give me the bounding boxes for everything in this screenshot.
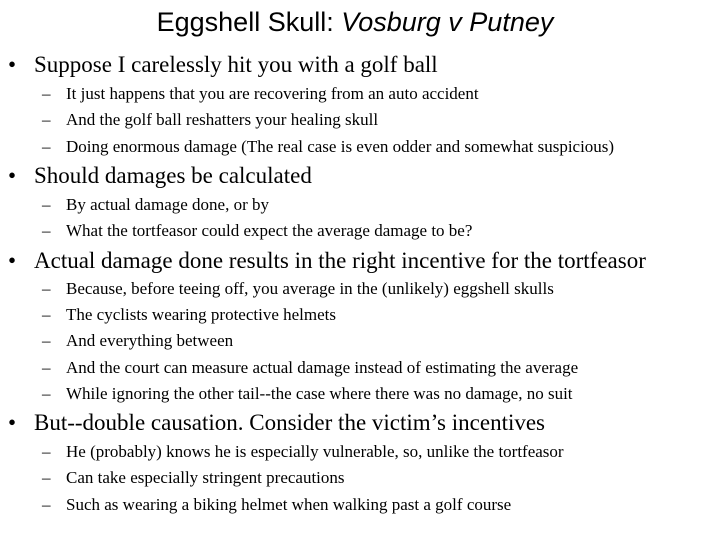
dash-marker: – — [42, 442, 51, 461]
dash-marker: – — [42, 110, 51, 129]
bullet-text: Actual damage done results in the right incentive for the tortfeasor — [34, 248, 646, 273]
dash-marker: – — [42, 279, 51, 298]
dash-marker: – — [42, 84, 51, 103]
sub-bullet-item — [42, 357, 578, 379]
sub-bullet-text: By actual damage done, or by — [66, 195, 269, 214]
bullet-text: Suppose I carelessly hit you with a golf ball — [34, 52, 438, 77]
bullet-item — [8, 409, 545, 437]
sub-bullet-text: Because, before teeing off, you average in the (unlikely) eggshell skulls — [66, 279, 554, 298]
sub-bullet-item — [42, 441, 564, 463]
bullet-marker: • — [8, 52, 17, 77]
bullet-marker: • — [8, 163, 17, 188]
sub-bullet-item — [42, 220, 472, 242]
bullet-text: But--double causation. Consider the victim’s incentives — [34, 410, 546, 435]
dash-marker: – — [42, 305, 51, 324]
sub-bullet-text: He (probably) knows he is especially vulnerable, so, unlike the tortfeasor — [66, 442, 564, 461]
dash-marker: – — [42, 495, 51, 514]
bullet-item — [8, 162, 312, 190]
bullet-marker: • — [8, 410, 17, 435]
sub-bullet-text: Can take especially stringent precautions — [66, 468, 345, 487]
bullet-text: Should damages be calculated — [34, 163, 312, 188]
bullet-item — [8, 247, 646, 275]
sub-bullet-text: Such as wearing a biking helmet when walking past a golf course — [66, 495, 512, 514]
slide-title-main: Eggshell Skull: — [156, 7, 342, 37]
dash-marker: – — [42, 137, 51, 156]
sub-bullet-item — [42, 278, 554, 300]
sub-bullet-text: While ignoring the other tail--the case where there was no damage, no suit — [66, 384, 573, 403]
sub-bullet-text: And the court can measure actual damage instead of estimating the average — [66, 358, 579, 377]
sub-bullet-text: It just happens that you are recovering from an auto accident — [66, 84, 479, 103]
sub-bullet-text: Doing enormous damage (The real case is even odder and somewhat suspicious) — [66, 137, 615, 156]
sub-bullet-item — [42, 494, 511, 516]
sub-bullet-text: And everything between — [66, 331, 234, 350]
dash-marker: – — [42, 331, 51, 350]
dash-marker: – — [42, 358, 51, 377]
sub-bullet-item — [42, 330, 233, 352]
bullet-marker: • — [8, 248, 17, 273]
bullet-item — [8, 51, 438, 79]
sub-bullet-text: The cyclists wearing protective helmets — [66, 305, 337, 324]
sub-bullet-item — [42, 194, 269, 216]
sub-bullet-item — [42, 304, 336, 326]
dash-marker: – — [42, 195, 51, 214]
sub-bullet-item — [42, 467, 345, 489]
sub-bullet-item — [42, 136, 614, 158]
slide-title-case: Vosburg v Putney — [341, 7, 554, 37]
sub-bullet-text: And the golf ball reshatters your healing skull — [66, 110, 379, 129]
sub-bullet-item — [42, 383, 573, 405]
dash-marker: – — [42, 468, 51, 487]
dash-marker: – — [42, 221, 51, 240]
dash-marker: – — [42, 384, 51, 403]
sub-bullet-item — [42, 83, 479, 105]
sub-bullet-text: What the tortfeasor could expect the average damage to be? — [66, 221, 473, 240]
sub-bullet-item — [42, 109, 378, 131]
